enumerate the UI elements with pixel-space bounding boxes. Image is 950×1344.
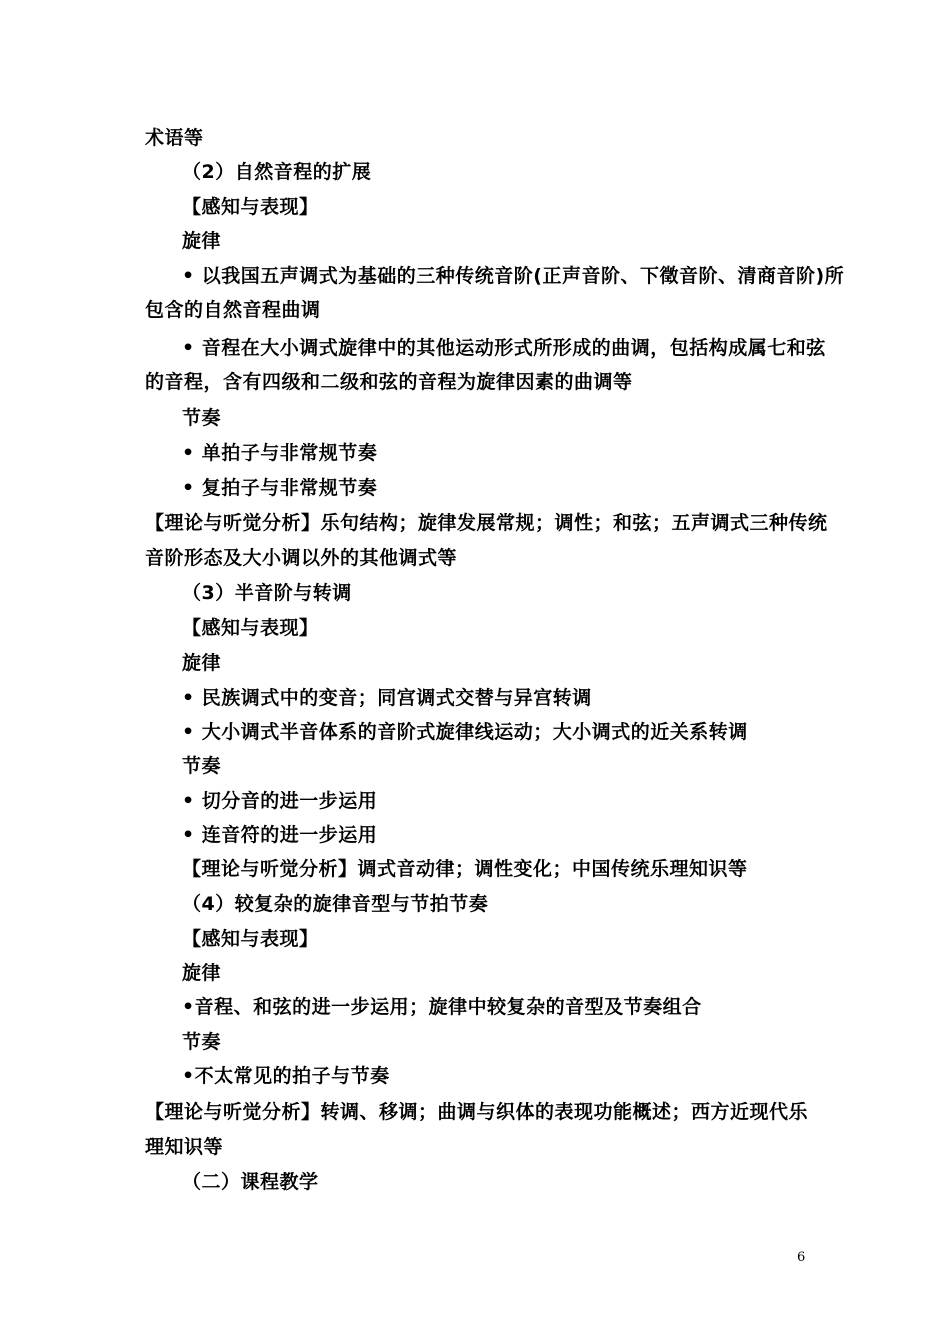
subsection-heading: 【感知与表现】: [182, 196, 319, 218]
text-line: 理知识等: [145, 1136, 224, 1158]
category-label: 节奏: [182, 1031, 222, 1053]
bullet-item: • 民族调式中的变音；同宫调式交替与异宫转调: [182, 687, 592, 709]
category-label: 旋律: [182, 652, 222, 674]
text-line: 音阶形态及大小调以外的其他调式等: [145, 547, 458, 569]
subsection-heading: 【理论与听觉分析】调式音动律；调性变化；中国传统乐理知识等: [182, 858, 748, 880]
subsection-heading: 【感知与表现】: [182, 928, 319, 950]
bullet-item: • 连音符的进一步运用: [182, 824, 378, 846]
text-line: 术语等: [145, 127, 204, 149]
subsection-heading: 【理论与听觉分析】转调、移调；曲调与织体的表现功能概述；西方近现代乐: [145, 1101, 809, 1123]
section-heading: （3）半音阶与转调: [182, 582, 352, 604]
bullet-item: • 大小调式半音体系的音阶式旋律线运动；大小调式的近关系转调: [182, 721, 748, 743]
category-label: 旋律: [182, 230, 222, 252]
section-heading: （2）自然音程的扩展: [182, 161, 372, 183]
text-line: 包含的自然音程曲调: [145, 299, 321, 321]
subsection-heading: 【理论与听觉分析】乐句结构；旋律发展常规；调性；和弦；五声调式三种传统: [145, 512, 828, 534]
subsection-heading: 【感知与表现】: [182, 617, 319, 639]
bullet-item: • 音程在大小调式旋律中的其他运动形式所形成的曲调，包括构成属七和弦: [182, 337, 826, 359]
bullet-item: • 单拍子与非常规节奏: [182, 442, 378, 464]
text-line: 的音程，含有四级和二级和弦的音程为旋律因素的曲调等: [145, 371, 633, 393]
bullet-item: • 以我国五声调式为基础的三种传统音阶(正声音阶、下徵音阶、清商音阶)所: [182, 265, 845, 287]
bullet-item: • 切分音的进一步运用: [182, 790, 378, 812]
bullet-item: •音程、和弦的进一步运用；旋律中较复杂的音型及节奏组合: [182, 996, 702, 1018]
page-number: 6: [797, 1250, 806, 1265]
bullet-item: •不太常见的拍子与节奏: [182, 1065, 390, 1087]
bullet-item: • 复拍子与非常规节奏: [182, 477, 378, 499]
category-label: 节奏: [182, 755, 222, 777]
category-label: 旋律: [182, 962, 222, 984]
section-heading: （二）课程教学: [182, 1171, 319, 1193]
section-heading: （4）较复杂的旋律音型与节拍节奏: [182, 893, 489, 915]
category-label: 节奏: [182, 407, 222, 429]
